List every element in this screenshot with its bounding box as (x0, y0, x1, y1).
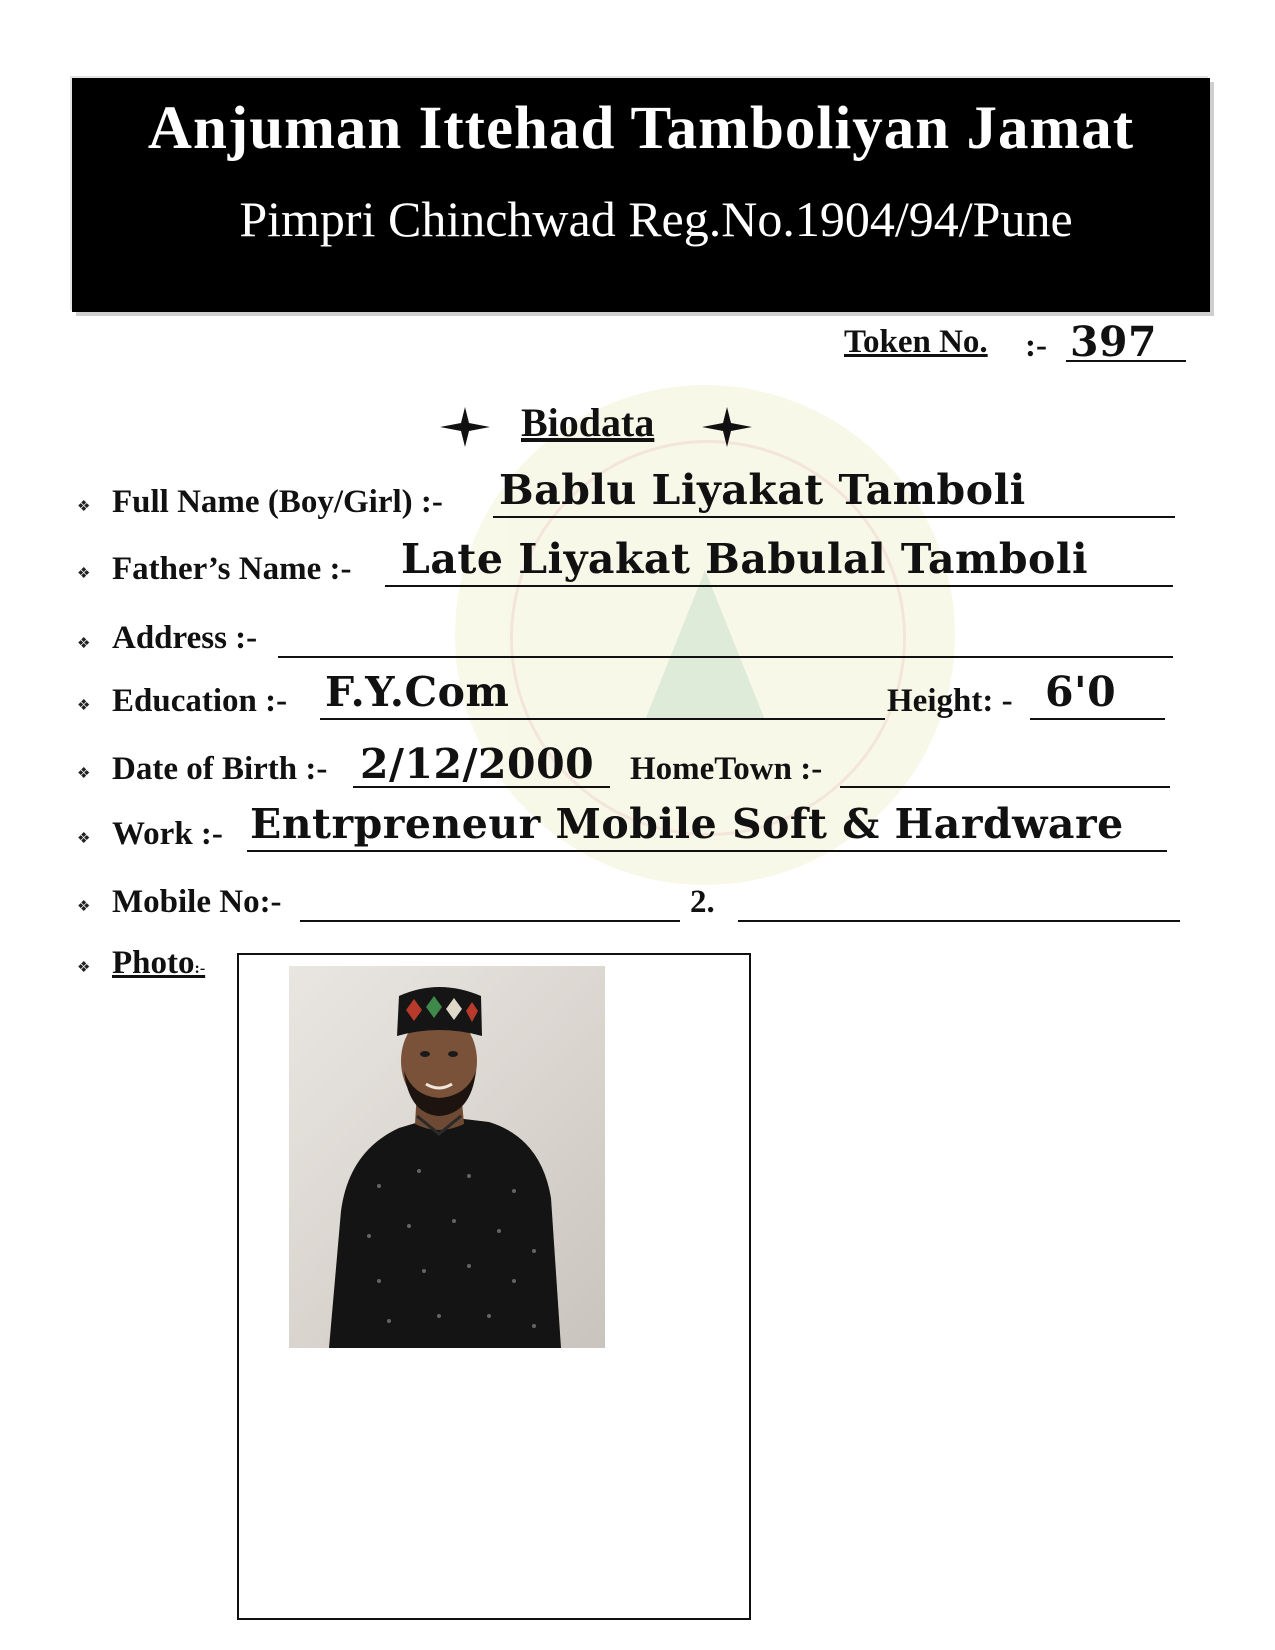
emblem-tree-icon (645, 570, 765, 720)
education-value: F.Y.Com (325, 668, 510, 716)
four-point-star-icon-right (700, 405, 754, 449)
biodata-title: Biodata (521, 400, 655, 445)
address-label: Address :- (112, 620, 258, 656)
mobile-label: Mobile No:- (112, 884, 282, 920)
bullet-icon: ❖ (77, 566, 91, 582)
work-label: Work :- (112, 816, 223, 852)
bullet-icon: ❖ (77, 499, 91, 515)
bullet-icon: ❖ (77, 636, 91, 652)
mobile-second-line (738, 920, 1180, 922)
height-label: Height: - (887, 683, 1013, 719)
dob-line (353, 786, 610, 788)
organization-name: Anjuman Ittehad Tamboliyan Jamat (147, 95, 1135, 162)
mobile-second-label: 2. (690, 884, 715, 920)
dob-label: Date of Birth :- (112, 751, 328, 787)
father-name-value: Late Liyakat Babulal Tamboli (401, 535, 1089, 583)
dob-value: 2/12/2000 (360, 740, 595, 788)
photo-label-text: Photo (112, 945, 195, 981)
token-separator: :- (1025, 328, 1047, 364)
full-name-value: Bablu Liyakat Tamboli (499, 466, 1026, 514)
mobile-line (300, 920, 680, 922)
hometown-line (840, 786, 1170, 788)
height-value: 6'0 (1045, 668, 1117, 716)
education-line (320, 718, 885, 720)
address-line (278, 656, 1173, 658)
photo-label-suffix: :- (194, 960, 206, 977)
height-line (1030, 718, 1165, 720)
full-name-label: Full Name (Boy/Girl) :- (112, 484, 443, 520)
applicant-photo (289, 966, 605, 1348)
full-name-line (493, 516, 1175, 518)
token-label: Token No. (844, 324, 988, 360)
father-name-line (385, 585, 1173, 587)
token-underline (1066, 360, 1186, 362)
hometown-label: HomeTown :- (630, 751, 823, 787)
four-point-star-icon-left (438, 405, 492, 449)
bullet-icon: ❖ (77, 960, 91, 976)
organization-header (72, 78, 1210, 312)
photo-label (112, 945, 205, 982)
work-value: Entrpreneur Mobile Soft & Hardware (250, 800, 1124, 848)
education-label: Education :- (112, 683, 288, 719)
token-value: 397 (1070, 318, 1158, 366)
bullet-icon: ❖ (77, 831, 91, 847)
applicant-portrait-illustration (289, 966, 605, 1348)
registration-line: Pimpri Chinchwad Reg.No.1904/94/Pune (239, 191, 1073, 247)
bullet-icon: ❖ (77, 698, 91, 714)
work-line (247, 850, 1167, 852)
bullet-icon: ❖ (77, 899, 91, 915)
bullet-icon: ❖ (77, 766, 91, 782)
father-name-label: Father’s Name :- (112, 551, 352, 587)
